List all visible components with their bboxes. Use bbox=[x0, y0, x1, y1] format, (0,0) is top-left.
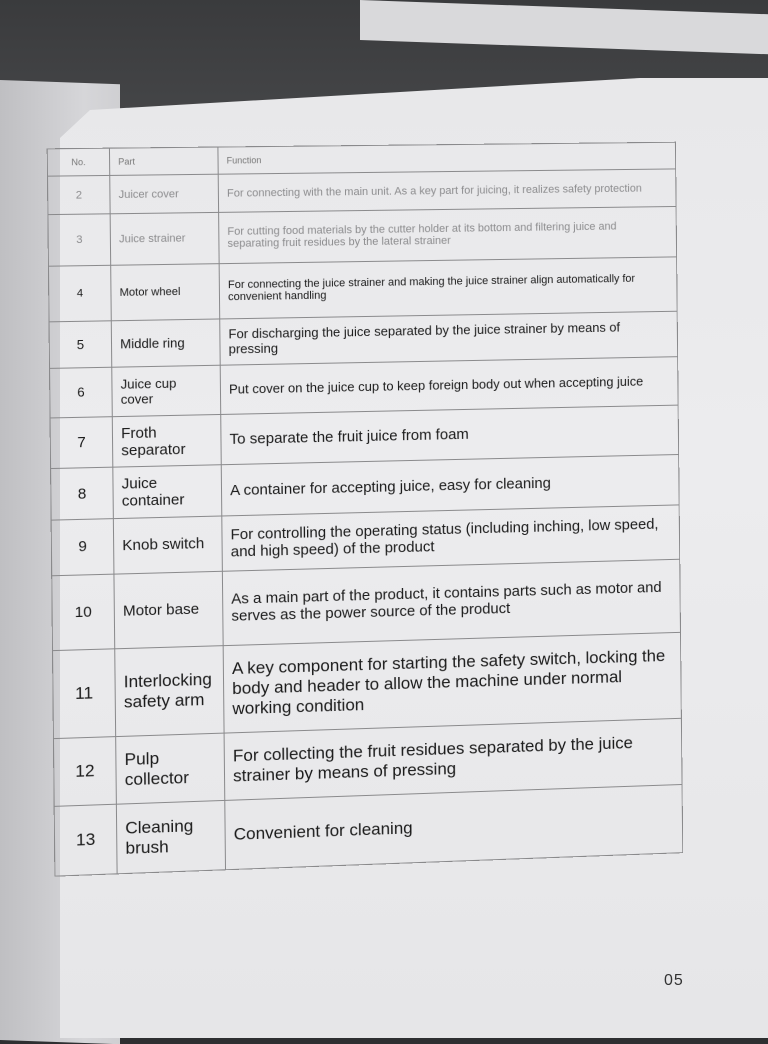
header-part: Part bbox=[109, 147, 218, 175]
row-function: For connecting with the main unit. As a key part for juicing, it realizes safety protection bbox=[218, 169, 676, 213]
row-part: Motor wheel bbox=[111, 264, 220, 321]
row-no: 11 bbox=[53, 649, 116, 739]
row-part: Cleaning brush bbox=[116, 801, 225, 874]
row-part: Middle ring bbox=[111, 319, 220, 368]
row-no: 9 bbox=[51, 518, 114, 575]
row-part: Motor base bbox=[114, 571, 223, 649]
row-function: A key component for starting the safety switch, locking the body and header to allow the machine under normal working condition bbox=[223, 633, 681, 734]
row-no: 2 bbox=[48, 175, 111, 215]
parts-table-container bbox=[47, 142, 684, 877]
row-part: Knob switch bbox=[113, 516, 222, 574]
row-function: Convenient for cleaning bbox=[225, 785, 683, 870]
row-no: 13 bbox=[54, 804, 117, 876]
row-no: 8 bbox=[51, 467, 114, 520]
row-part: Interlocking safety arm bbox=[115, 646, 224, 737]
row-no: 3 bbox=[48, 214, 111, 266]
row-part: Juice container bbox=[113, 465, 222, 518]
row-no: 12 bbox=[53, 737, 116, 807]
row-function: A container for accepting juice, easy for cleaning bbox=[221, 455, 679, 516]
row-function: For connecting the juice strainer and making the juice strainer align automatically for convenient handling bbox=[219, 257, 677, 319]
header-no: No. bbox=[47, 148, 110, 176]
parts-table bbox=[47, 142, 684, 877]
row-function: For controlling the operating status (including inching, low speed, and high speed) of the product bbox=[222, 505, 680, 571]
row-function: For discharging the juice separated by the juice strainer by means of pressing bbox=[220, 311, 678, 366]
page-number: 05 bbox=[664, 972, 684, 989]
row-part: Froth separator bbox=[112, 414, 221, 467]
row-no: 4 bbox=[48, 265, 111, 321]
row-function: As a main part of the product, it contains parts such as motor and serves as the power source of the product bbox=[222, 559, 680, 646]
row-no: 6 bbox=[50, 367, 113, 417]
row-no: 10 bbox=[52, 574, 115, 651]
row-part: Juice cup cover bbox=[112, 365, 221, 416]
row-no: 5 bbox=[49, 320, 112, 368]
row-part: Juice strainer bbox=[110, 213, 219, 265]
row-function: To separate the fruit juice from foam bbox=[221, 405, 679, 465]
row-function: Put cover on the juice cup to keep foreign body out when accepting juice bbox=[220, 357, 678, 414]
row-function: For cutting food materials by the cutter holder at its bottom and filtering juice and separating fruit residues by the lateral strainer bbox=[219, 207, 677, 264]
row-part: Juicer cover bbox=[110, 174, 219, 214]
row-no: 7 bbox=[50, 416, 113, 468]
row-function: For collecting the fruit residues separated by the juice strainer by means of pressing bbox=[224, 719, 682, 801]
header-function: Function bbox=[218, 142, 676, 174]
row-part: Pulp collector bbox=[116, 733, 225, 804]
